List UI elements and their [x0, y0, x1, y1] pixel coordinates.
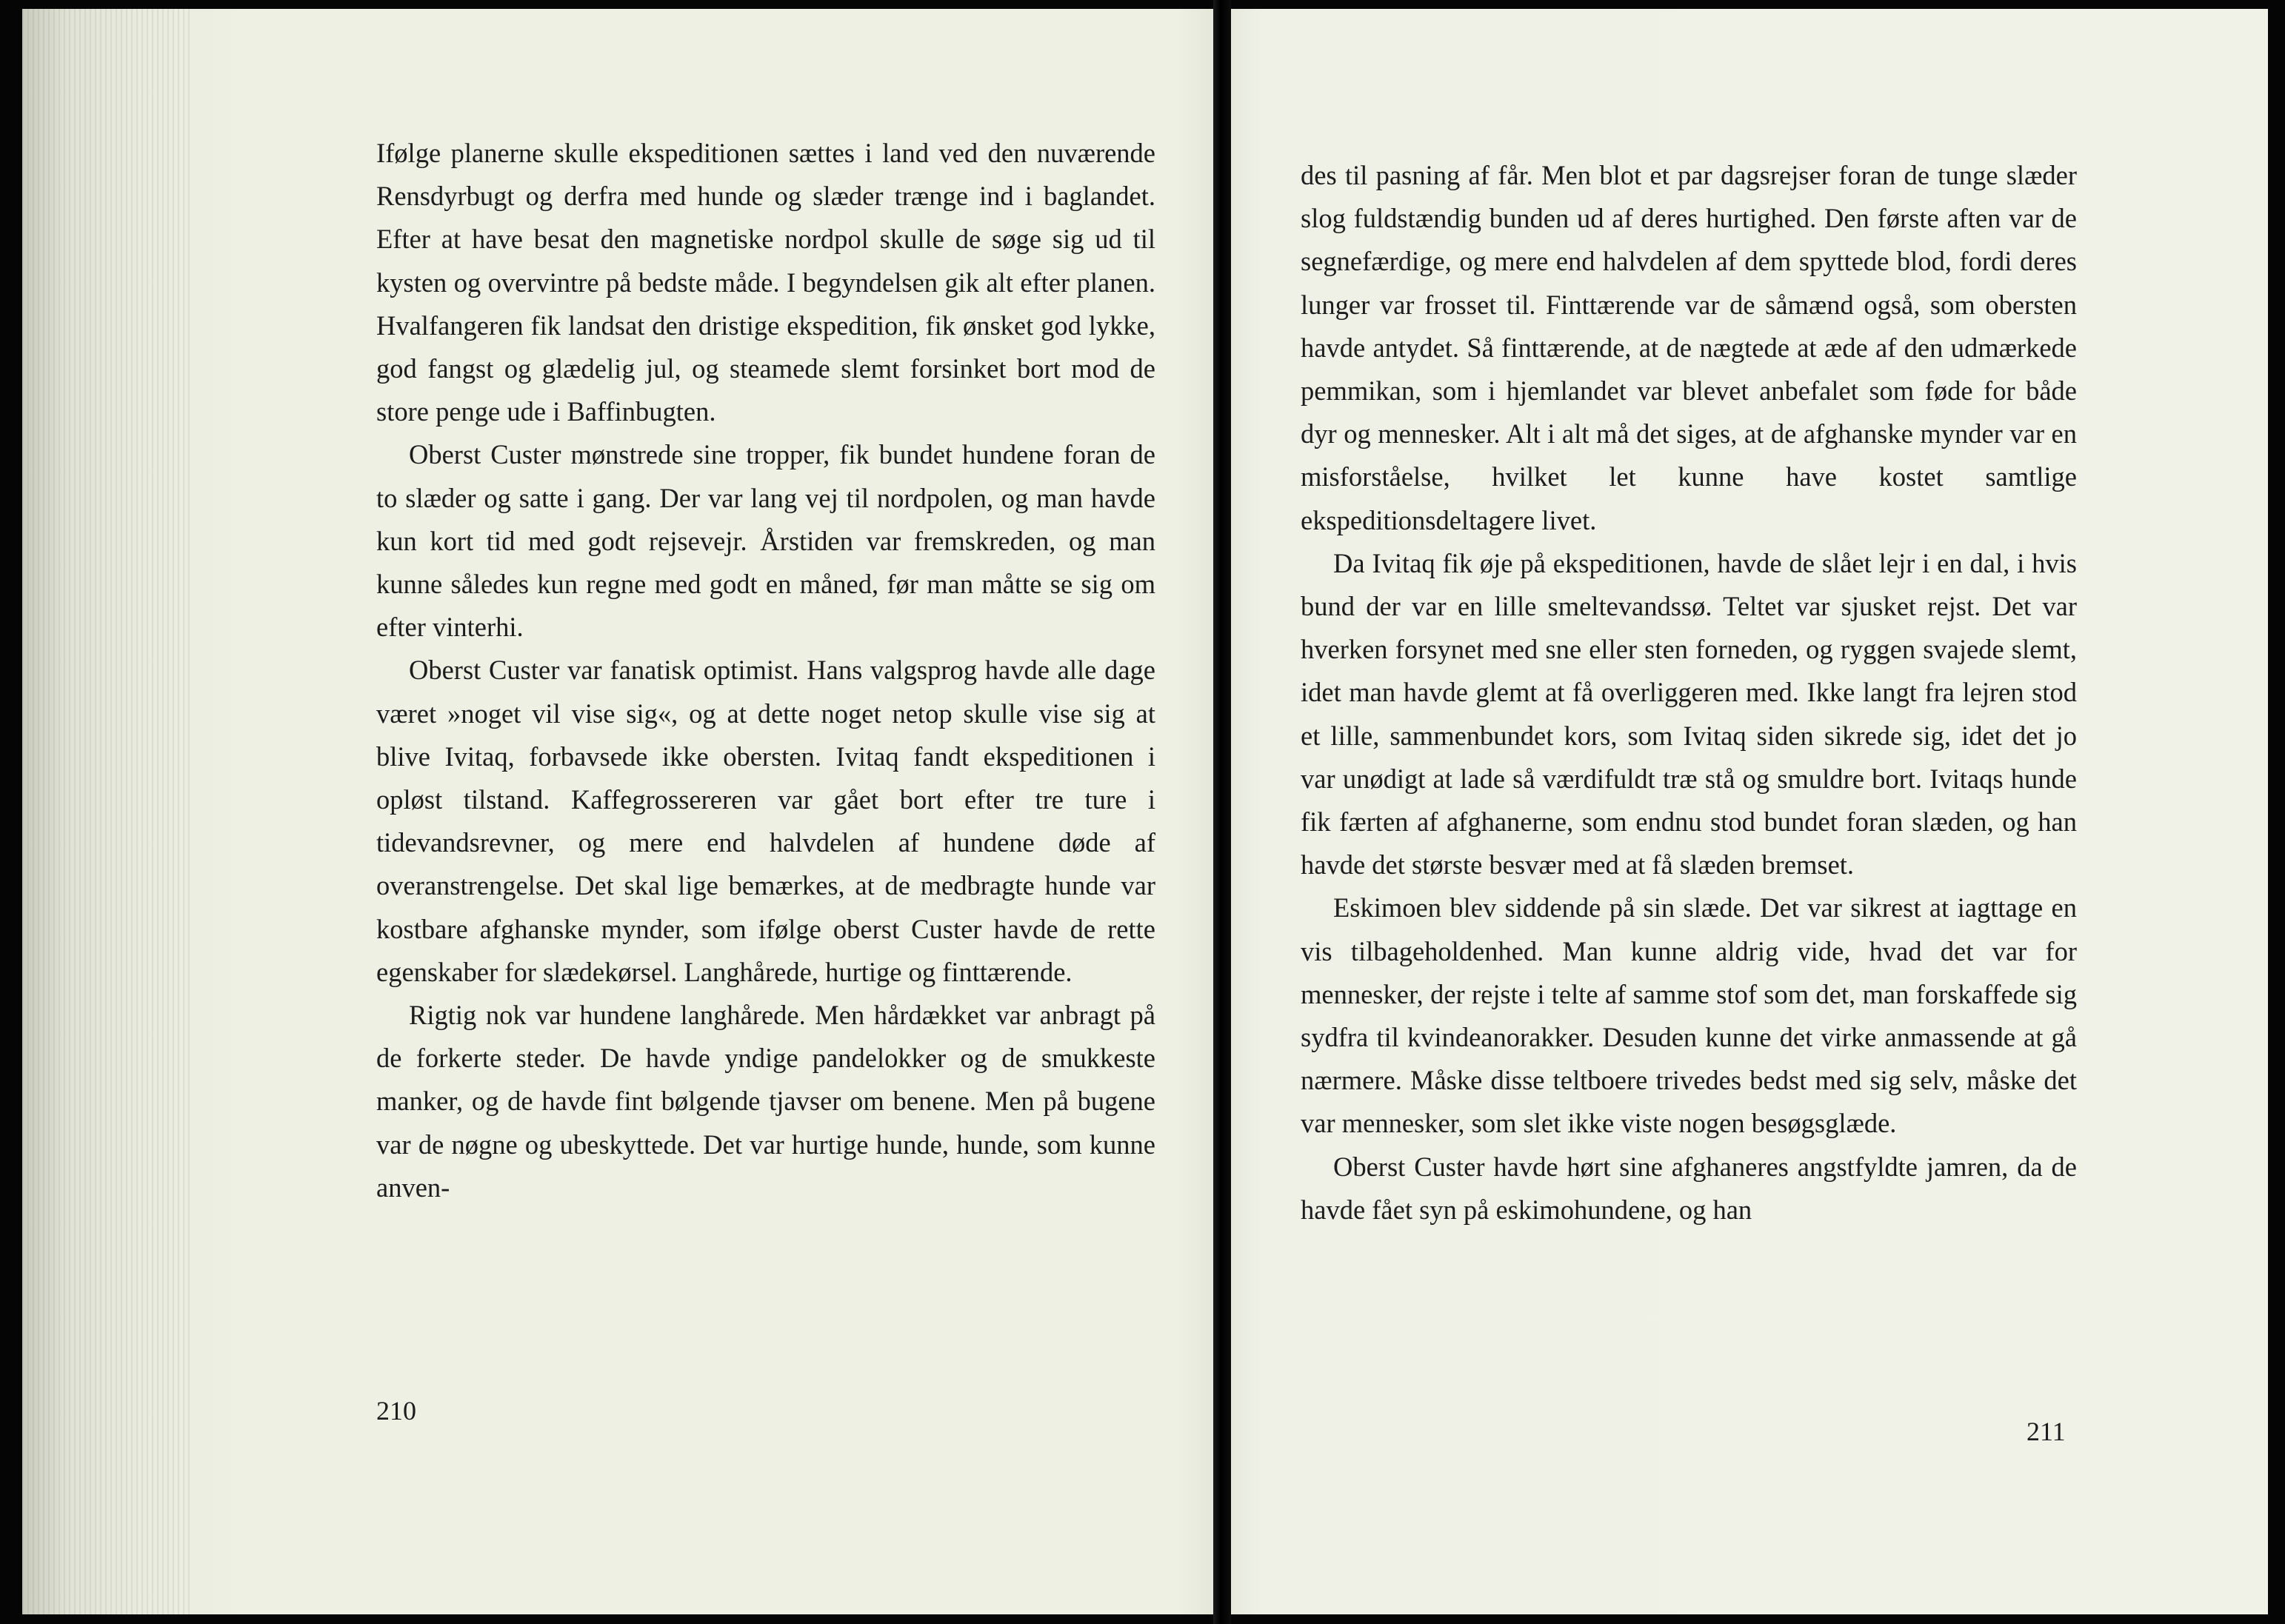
paragraph: Eskimoen blev siddende på sin slæde. Det var sikrest at iagttage en vis tilbageholdenhed. Man kunne aldrig vide, hvad det var for mennesker, der rejste i telte af samme stof som det, man forskaffede sig sydfra til kvindeanorakker. Desuden kunne det virke anmassende at gå nærmere. Måske disse teltboere trivedes bedst med sig selv, måske det var mennesker, som slet ikke viste nogen besøgsglæde.: [1301, 892, 2077, 1139]
page-number-right: 211: [2027, 1417, 2066, 1446]
left-page-text: [376, 132, 1155, 1209]
paragraph: Rigtig nok var hundene langhårede. Men hårdækket var anbragt på de forkerte steder. De havde yndige pandelokker og de smukkeste manker, og de havde fint bølgende tjavser om benene. Men på bugene var de nøgne og ubeskyttede. Det var hurtige hunde, hunde, som kunne anven-: [376, 1000, 1155, 1203]
right-page-text: [1301, 154, 2077, 1232]
paragraph: des til pasning af får. Men blot et par dagsrejser foran de tunge slæder slog fuldstændig bunden ud af deres hurtighed. Den første aften var de segnefærdige, og mere end halvdelen af dem spyttede blod, fordi deres lunger var frosset til. Finttærende var de såmænd også, som obersten havde antydet. Så finttærende, at de nægtede at æde af den udmærkede pemmikan, som i hjemlandet var blevet anbefalet som føde for både dyr og mennesker. Alt i alt må det siges, at de afghanske mynder var en misforståelse, hvilket let kunne have kostet samtlige ekspeditionsdeltagere livet.: [1301, 160, 2077, 535]
paragraph: Oberst Custer var fanatisk optimist. Hans valgsprog havde alle dage været »noget vil vise sig«, og at dette noget netop skulle vise sig at blive Ivitaq, forbavsede ikke obersten. Ivitaq fandt ekspeditionen i opløst tilstand. Kaffegrossereren var gået bort efter tre ture i tidevandsrevner, og mere end halvdelen af hundene døde af overanstrengelse. Det skal lige bemærkes, at de medbragte hunde var kostbare afghanske mynder, som ifølge oberst Custer havde de rette egenskaber for slædekørsel. Langhårede, hurtige og finttærende.: [376, 655, 1155, 987]
page-number-left: 210: [376, 1396, 416, 1426]
paragraph: Oberst Custer havde hørt sine afghaneres angstfyldte jamren, da de havde fået syn på eskimohundene, og han: [1301, 1151, 2077, 1225]
paragraph: Oberst Custer mønstrede sine tropper, fik bundet hundene foran de to slæder og satte i gang. Der var lang vej til nordpolen, og man havde kun kort tid med godt rejsevejr. Årstiden var fremskreden, og man kunne således kun regne med godt en måned, før man måtte se sig om efter vinterhi.: [376, 439, 1155, 643]
book-gutter: [1213, 0, 1231, 1624]
paragraph: Da Ivitaq fik øje på ekspeditionen, havde de slået lejr i en dal, i hvis bund der var en lille smeltevandssø. Teltet var sjusket rejst. Det var hverken forsynet med sne eller sten forneden, og ryggen svajede slemt, idet man havde glemt at få overliggeren med. Ikke langt fra lejren stod et lille, sammenbundet kors, som Ivitaq siden sikrede sig, idet det jo var unødigt at lade så værdifuldt træ stå og smuldre bort. Ivitaqs hunde fik færten af afghanerne, som endnu stod bundet foran slæden, og han havde det største besvær med at få slæden bremset.: [1301, 547, 2077, 880]
page-edge-shadow: [22, 9, 193, 1614]
paragraph: Ifølge planerne skulle ekspeditionen sættes i land ved den nuværende Rensdyrbugt og derfra med hunde og slæder trænge ind i baglandet. Efter at have besat den magnetiske nordpol skulle de søge sig ud til kysten og overvintre på bedste måde. I begyndelsen gik alt efter planen. Hvalfangeren fik landsat den dristige ekspedition, fik ønsket god lykke, god fangst og glædelig jul, og steamede slemt forsinket bort mod de store penge ude i Baffinbugten.: [376, 138, 1155, 427]
left-page: [22, 9, 1213, 1614]
right-page: [1231, 9, 2268, 1614]
